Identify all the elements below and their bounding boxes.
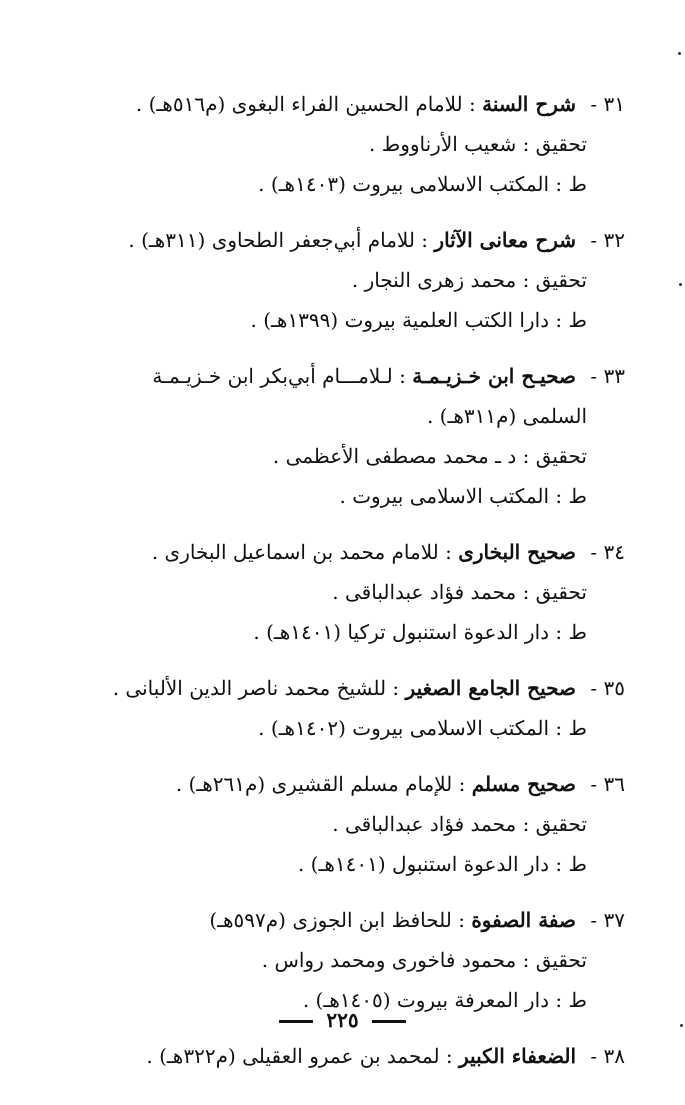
footer-dash-right xyxy=(279,1020,313,1023)
entry-number: ٣٢ - xyxy=(590,228,625,252)
entry-38 xyxy=(50,1036,625,1076)
entry-title: الضعفاء الكبير xyxy=(459,1044,577,1068)
entry-author: : للإمام مسلم القشيرى (م٢٦١هـ) . xyxy=(175,772,466,796)
footer-dash-left xyxy=(372,1020,406,1023)
page-number: ٢٢٥ xyxy=(326,1008,359,1032)
entry-author: : للشيخ محمد ناصر الدين الألبانى . xyxy=(112,676,400,700)
entry-publisher: ط : دار الدعوة استنبول تركيا (١٤٠١هـ) . xyxy=(253,620,587,644)
entry-title: صحيح البخارى xyxy=(458,540,577,564)
entry-number: ٣٦ - xyxy=(590,772,625,796)
entry-publisher: ط : دار الدعوة استنبول (١٤٠١هـ) . xyxy=(297,852,587,876)
entry-number: ٣٤ - xyxy=(590,540,625,564)
entry-author: : للامام الحسين الفراء البغوى (م٥١٦هـ) . xyxy=(135,92,476,116)
entry-editor: تحقيق : محمد فؤاد عبدالباقى . xyxy=(332,812,587,836)
entry-number: ٣٣ - xyxy=(590,364,625,388)
entry-author: : للامام أبي‌جعفر الطحاوى (٣١١هـ) . xyxy=(128,228,429,252)
scan-speck xyxy=(679,283,682,286)
entry-34 xyxy=(50,532,625,652)
entry-number: ٣٥ - xyxy=(590,676,625,700)
entry-title: شرح السنة xyxy=(482,92,577,116)
entry-editor: تحقيق : محمود فاخورى ومحمد رواس . xyxy=(261,948,587,972)
entry-publisher: ط : دارا الكتب العلمية بيروت (١٣٩٩هـ) . xyxy=(250,308,587,332)
entry-number: ٣٧ - xyxy=(590,908,625,932)
entry-32 xyxy=(50,220,625,340)
entry-publisher: ط : المكتب الاسلامى بيروت (١٤٠٣هـ) . xyxy=(258,172,587,196)
entry-author: : لمحمد بن عمرو العقيلى (م٣٢٢هـ) . xyxy=(146,1044,453,1068)
entry-editor: تحقيق : محمد زهرى النجار . xyxy=(351,268,587,292)
entry-editor: تحقيق : محمد فؤاد عبدالباقى . xyxy=(332,580,587,604)
entry-editor: تحقيق : شعيب الأرناووط . xyxy=(368,132,587,156)
entry-publisher: ط : المكتب الاسلامى بيروت . xyxy=(339,484,587,508)
entry-publisher: ط : المكتب الاسلامى بيروت (١٤٠٢هـ) . xyxy=(258,716,587,740)
entry-title: صحيح الجامع الصغير xyxy=(405,676,577,700)
scan-speck xyxy=(680,1024,683,1027)
entry-title: صفة الصفوة xyxy=(471,908,577,932)
entry-author: : للحافظ ابن الجوزى (م٥٩٧هـ) xyxy=(209,908,465,932)
scan-speck xyxy=(678,52,681,55)
entry-title: صحيح مسلم xyxy=(471,772,577,796)
bibliography-list xyxy=(50,84,625,1092)
entry-number: ٣١ - xyxy=(590,92,625,116)
entry-31 xyxy=(50,84,625,204)
entry-number: ٣٨ - xyxy=(590,1044,625,1068)
page-number-footer xyxy=(0,1008,685,1032)
entry-35 xyxy=(50,668,625,748)
entry-author: : للامام محمد بن اسماعيل البخارى . xyxy=(151,540,452,564)
entry-publisher: ط : دار المعرفة بيروت (١٤٠٥هـ) . xyxy=(302,988,587,1012)
entry-author-continued: السلمى (م٣١١هـ) . xyxy=(426,404,587,428)
entry-33 xyxy=(50,356,625,516)
entry-editor: تحقيق : د ـ محمد مصطفى الأعظمى . xyxy=(272,444,587,468)
entry-title: شرح معانى الآثار xyxy=(434,228,577,252)
entry-author: : لـلامـــام أبي‌بكر ابن خـزيـمـة xyxy=(152,364,406,388)
entry-title: صحيـح ابن خـزيـمـة xyxy=(412,364,577,388)
entry-36 xyxy=(50,764,625,884)
entry-37 xyxy=(50,900,625,1020)
